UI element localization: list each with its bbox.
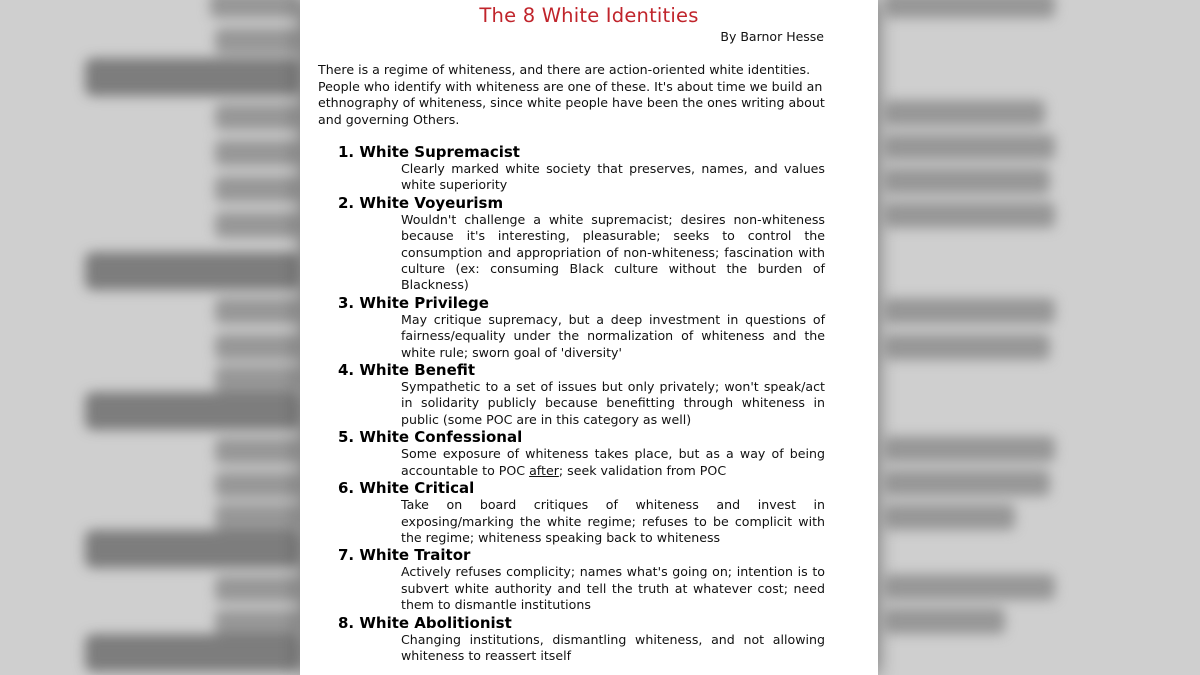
blurred-text-line <box>885 334 1050 360</box>
blurred-text-line <box>215 298 300 324</box>
document-page <box>300 0 878 675</box>
item-title: 2. White Voyeurism <box>338 193 504 212</box>
blurred-background-left <box>0 0 300 675</box>
blurred-text-line <box>215 176 300 202</box>
blurred-text-line <box>210 0 300 18</box>
document-author: By Barnor Hesse <box>720 29 824 44</box>
blurred-text-line <box>885 134 1055 160</box>
blurred-text-line <box>215 334 300 360</box>
item-description: Clearly marked white society that preserves, names, and values white superiority <box>401 161 825 193</box>
item-description-part: ; seek validation from POC <box>558 462 727 478</box>
item-description <box>401 446 825 479</box>
blurred-text-line <box>885 202 1055 228</box>
blurred-text-line <box>215 28 300 54</box>
blurred-heading <box>85 58 300 96</box>
item-title: 3. White Privilege <box>338 293 489 312</box>
blurred-text-line <box>215 504 300 530</box>
item-description-part: Some exposure of whiteness takes place, but as a way of being accountable to POC <box>401 446 825 478</box>
blurred-text-line <box>215 610 300 636</box>
item-title: 1. White Supremacist <box>338 143 520 161</box>
blurred-text-line <box>885 436 1055 462</box>
blurred-heading <box>85 392 300 430</box>
item-description: Wouldn't challenge a white supremacist; desires non-whiteness because it's interesting, pleasurable; seeks to control the consumption and appropriation of non-whiteness; fascination with culture (ex: consuming Black culture without the burden of Blackness) <box>401 211 825 293</box>
blurred-text-line <box>215 576 300 602</box>
blurred-background-content <box>0 0 300 675</box>
item-title: 8. White Abolitionist <box>338 613 512 632</box>
blurred-text-line <box>215 140 300 166</box>
list-item <box>338 479 828 546</box>
item-title: 6. White Critical <box>338 479 475 498</box>
list-item <box>338 194 828 294</box>
list-item <box>338 614 828 665</box>
item-description: Sympathetic to a set of issues but only privately; won't speak/act in solidarity publicly because benefitting through whiteness in public (some POC are in this category as well) <box>401 379 825 427</box>
blurred-text-line <box>885 470 1050 496</box>
item-title: 5. White Confessional <box>338 428 523 447</box>
list-item <box>338 428 828 479</box>
blurred-text-line <box>885 0 1055 18</box>
document-title: The 8 White Identities <box>479 4 699 27</box>
blurred-background-right <box>878 0 1200 675</box>
blurred-text-line <box>885 298 1055 324</box>
blurred-heading <box>85 530 300 568</box>
item-description: May critique supremacy, but a deep investment in questions of fairness/equality under the normalization of whiteness and the white rule; sworn goal of 'diversity' <box>401 311 825 360</box>
list-item <box>338 143 828 194</box>
document-intro: There is a regime of whiteness, and there are action-oriented white identities. People who identify with whiteness are one of these. It's about time we build an ethnography of whiteness, since white people have been the ones writing about and governing Others. <box>318 62 825 127</box>
blurred-text-line <box>215 438 300 464</box>
blurred-text-line <box>215 104 300 130</box>
item-title: 4. White Benefit <box>338 361 476 380</box>
blurred-heading <box>85 634 300 672</box>
item-description: Changing institutions, dismantling whiteness, and not allowing whiteness to reassert itself <box>401 631 825 663</box>
blurred-text-line <box>885 504 1015 530</box>
blurred-text-line <box>215 366 300 392</box>
blurred-text-line <box>885 574 1055 600</box>
blurred-text-line <box>215 472 300 498</box>
blurred-text-line <box>885 168 1050 194</box>
item-description: Take on board critiques of whiteness and invest in exposing/marking the white regime; refuses to be complicit with the regime; whiteness speaking back to whiteness <box>401 497 825 545</box>
list-item <box>338 294 828 361</box>
list-item <box>338 361 828 428</box>
blurred-heading <box>85 252 300 290</box>
blurred-text-line <box>215 212 300 238</box>
underlined-word: after <box>529 462 559 478</box>
blurred-background-content <box>878 0 1200 675</box>
item-title: 7. White Traitor <box>338 546 471 565</box>
identity-list <box>338 143 828 664</box>
list-item <box>338 546 828 613</box>
blurred-text-line <box>885 608 1005 634</box>
item-description: Actively refuses complicity; names what's going on; intention is to subvert white authority and tell the truth at whatever cost; need them to dismantle institutions <box>401 564 825 613</box>
blurred-text-line <box>885 100 1045 126</box>
